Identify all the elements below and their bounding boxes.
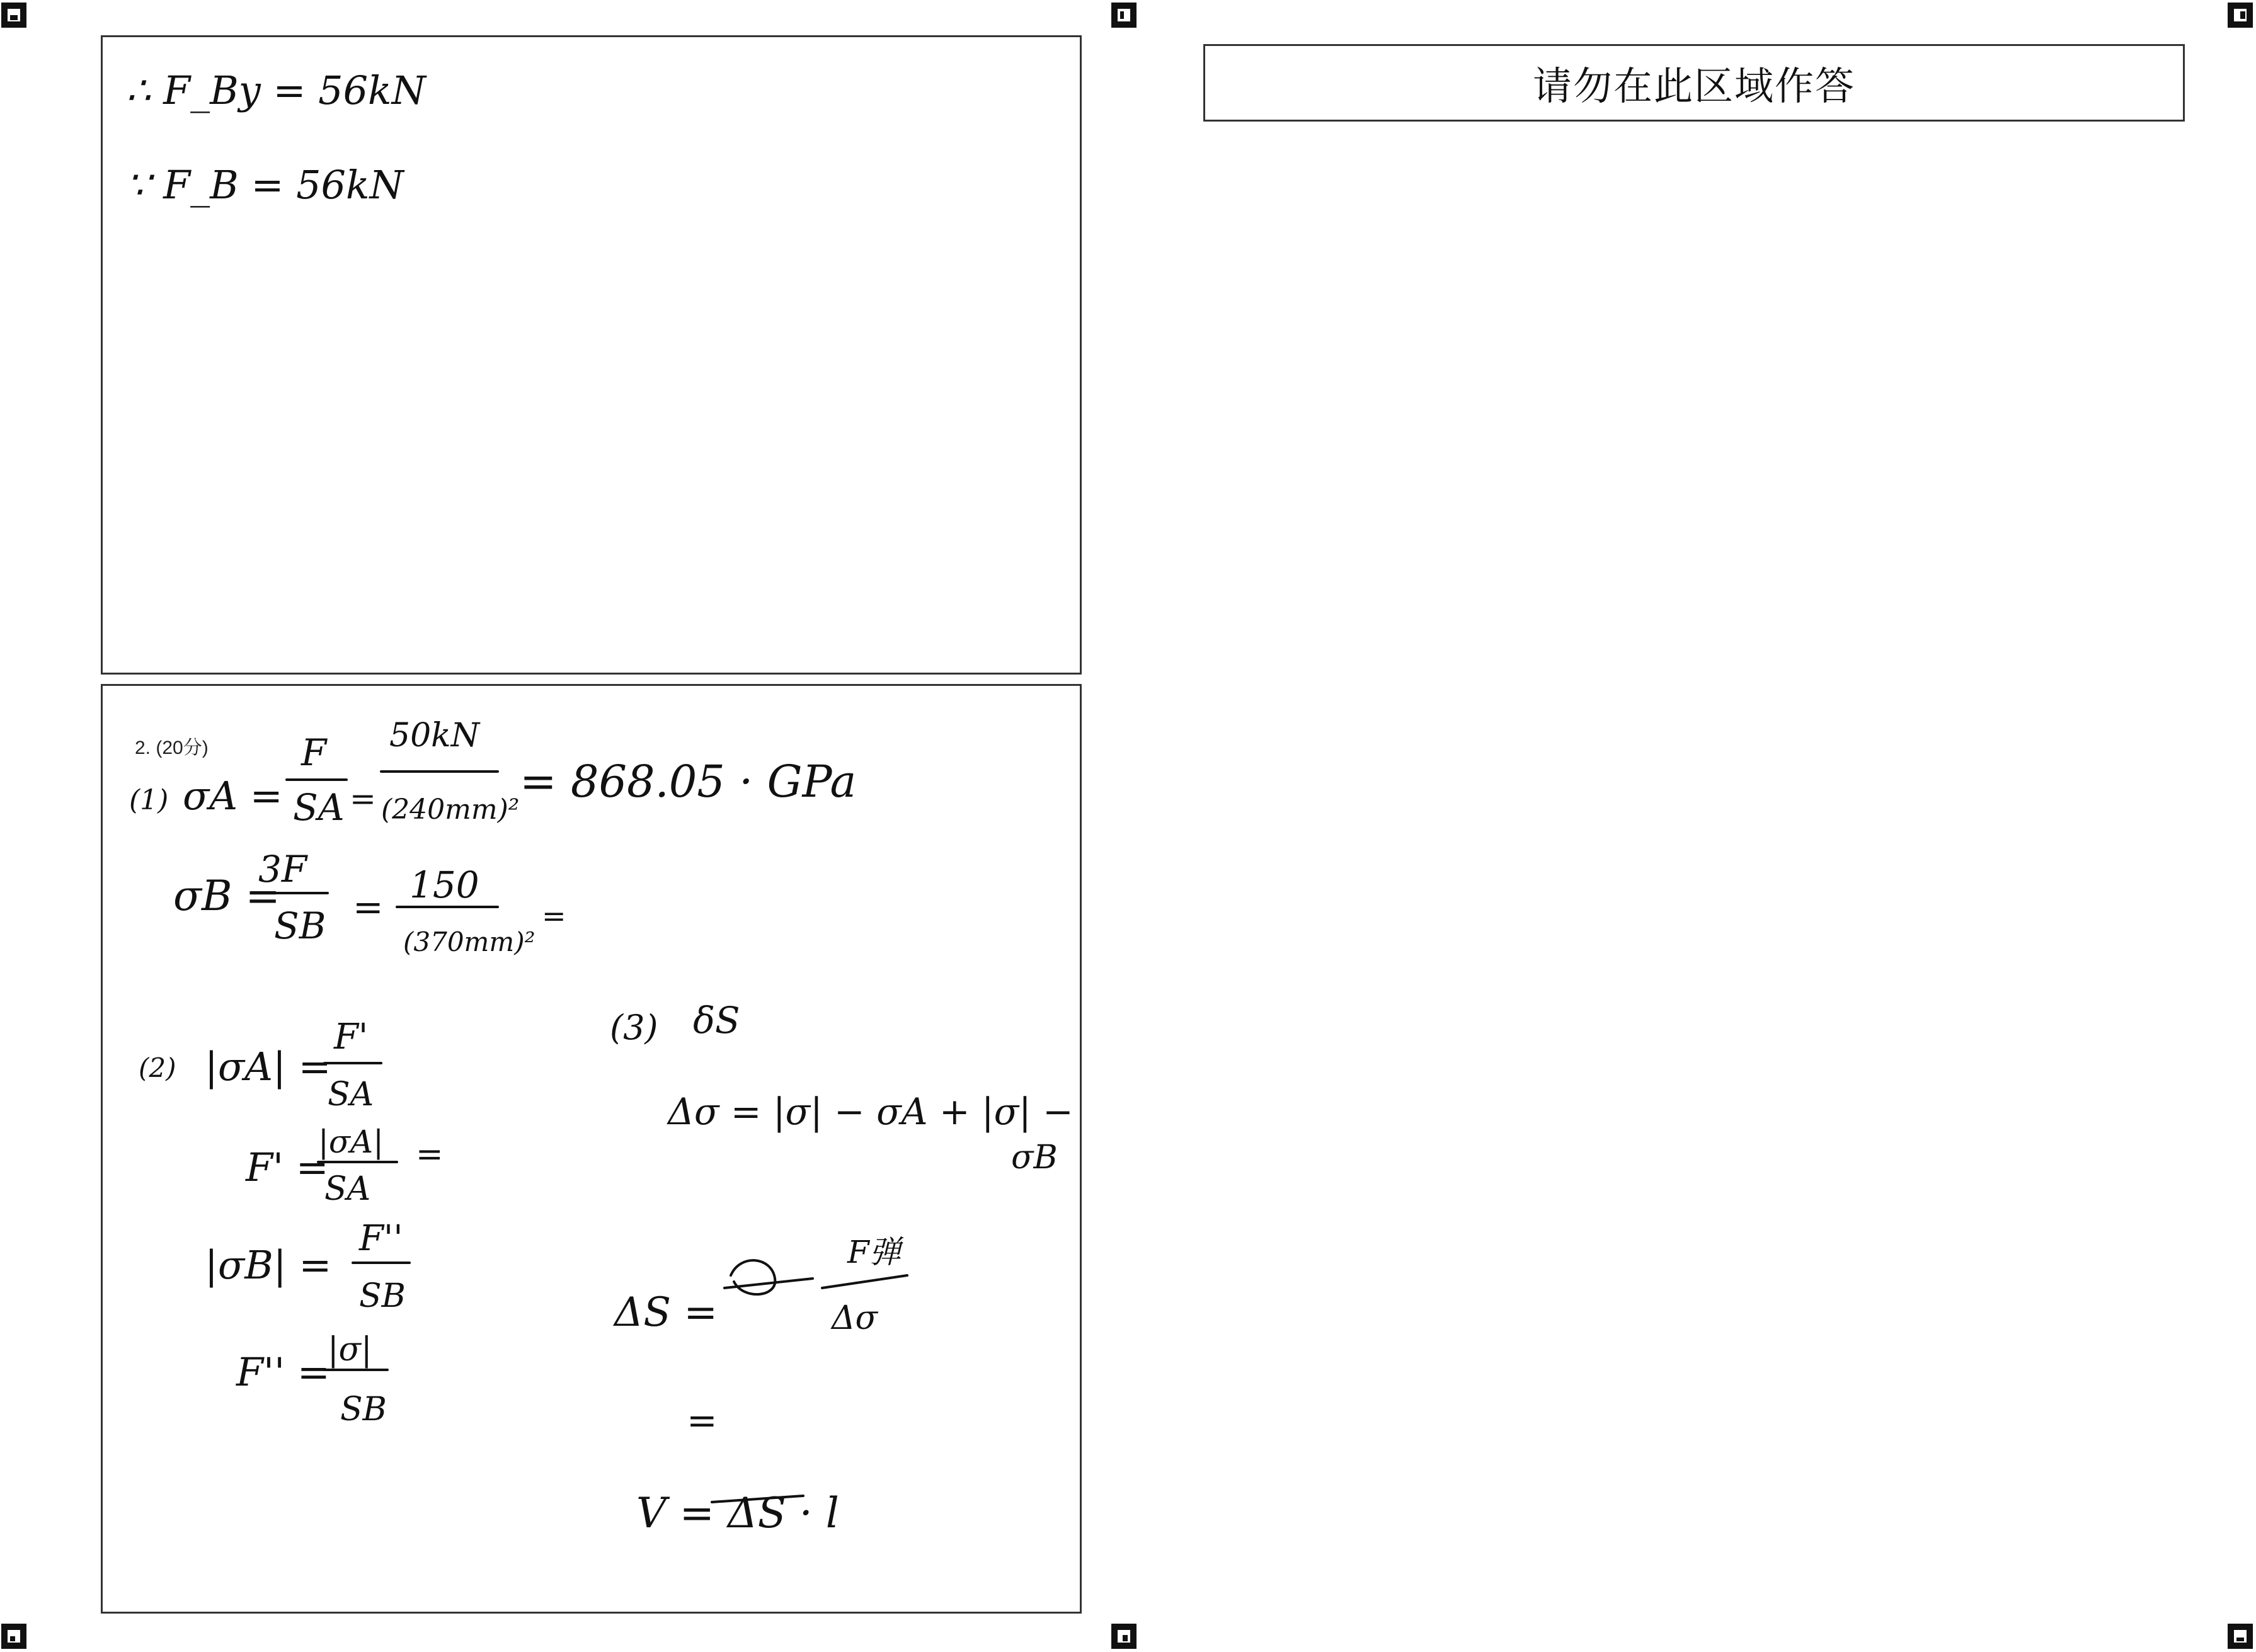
question-label: 2. (20分)	[135, 738, 209, 758]
hw-frac-fdouble: F''	[359, 1218, 403, 1259]
hw-equals-2: =	[353, 886, 384, 928]
hw-delta-sigma-sub: σB	[1011, 1139, 1058, 1176]
hw-abs-sigma-a: |σA| =	[205, 1044, 331, 1090]
notice-text: 请勿在此区域作答	[1532, 63, 1855, 109]
hw-den-370: (370mm)²	[403, 926, 535, 957]
hw-part3-prefix: (3)	[610, 1008, 658, 1047]
hw-frac-sa-2: SA	[328, 1076, 374, 1114]
hw-fraction-bar-9	[822, 1275, 907, 1288]
hw-part1-prefix: (1)	[129, 784, 169, 816]
hw-frac-f-elastic: F弹	[847, 1234, 901, 1270]
hw-frac-f: F	[301, 731, 327, 774]
hw-part2-prefix: (2)	[139, 1052, 176, 1083]
hw-volume-eq: V = ΔS · l	[636, 1489, 839, 1537]
hw-crossed-out-1	[731, 1260, 775, 1294]
hw-frac-3f: 3F	[258, 848, 307, 891]
hw-frac-sa: SA	[293, 786, 345, 829]
hw-abs-sigma-b: |σB| =	[205, 1242, 332, 1288]
hw-frac-fprime: F'	[334, 1017, 369, 1057]
hw-frac-sb: SB	[274, 904, 326, 947]
hw-numerator-50kn: 50kN	[389, 717, 480, 755]
hw-result-868: = 868.05 · GPa	[520, 756, 857, 807]
hw-sigma-b: σB =	[173, 872, 280, 920]
hw-frac-abs-sigma-a: |σA|	[318, 1124, 384, 1160]
hw-equals-3: =	[687, 1399, 718, 1442]
hw-sigma-a: σA =	[183, 773, 283, 819]
hw-fprime-eq: F' =	[246, 1144, 329, 1190]
hw-denominator-240: (240mm)²	[381, 794, 520, 826]
hw-fdouble-eq: F'' =	[236, 1349, 330, 1395]
hw-frac-abs-sigma: |σ|	[328, 1331, 372, 1369]
hw-frac-delta-sigma: Δσ	[832, 1299, 878, 1337]
hw-part3-delta-s: δS	[693, 999, 740, 1042]
hw-delta-s-eq: ΔS =	[614, 1289, 718, 1336]
hw-strike-1	[724, 1279, 813, 1288]
hw-delta-sigma: Δσ = |σ| − σA + |σ| −	[668, 1090, 1074, 1133]
hw-frac-sb-2: SB	[359, 1277, 406, 1315]
hw-upper-line-2: ∵ F_B = 56kN	[126, 162, 404, 208]
hw-frac-sa-3: SA	[324, 1170, 371, 1208]
hw-num-150: 150	[409, 863, 479, 906]
hw-line2-tail: =	[416, 1136, 444, 1173]
hw-frac-sb-3: SB	[340, 1391, 387, 1428]
hw-upper-line-1: ∴ F_By = 56kN	[126, 67, 426, 113]
hw-equals-1: =	[350, 780, 376, 817]
hw-tail-equals: =	[542, 899, 566, 933]
